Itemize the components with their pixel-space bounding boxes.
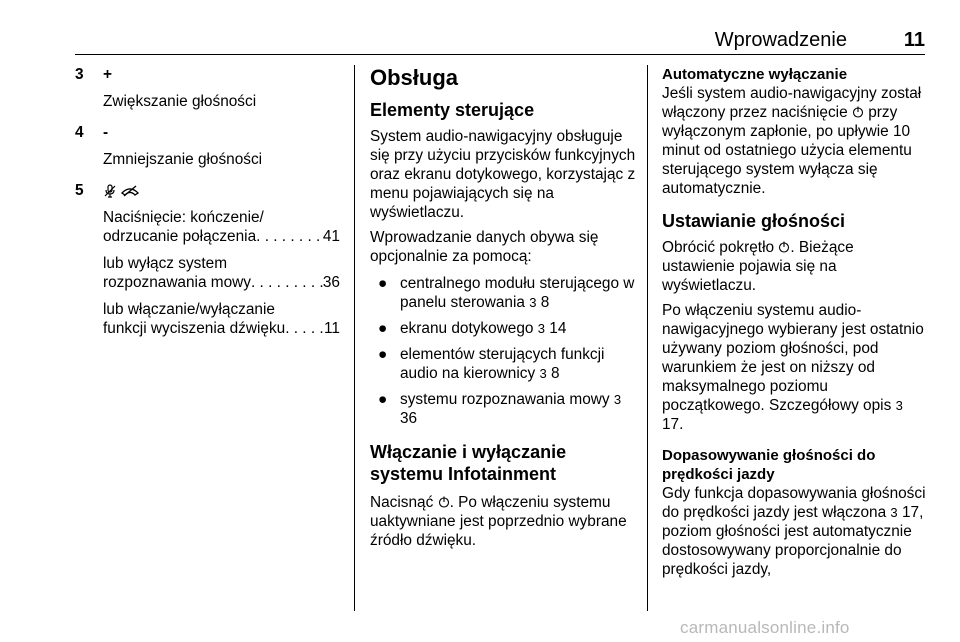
column-divider-2 bbox=[647, 65, 648, 611]
list-item: ● elementów sterujących funkcji audio na kierownicy 3 8 bbox=[370, 345, 636, 383]
page-reference: 36 bbox=[400, 410, 418, 427]
page-reference: 36 bbox=[322, 274, 340, 291]
page-reference: 8 bbox=[550, 365, 560, 382]
paragraph-auto-off: Jeśli system audio-nawigacyjny został włączony przez naciśnięcie przy wyłączonym zapłonie, po upływie 10 minut od ostatniego użycia elementu sterującego system wyłącza się automatycznie. bbox=[662, 85, 922, 197]
page-reference: 11 bbox=[324, 320, 340, 337]
paragraph-on-off: Nacisnąć . Po włączeniu systemu uaktywniane jest poprzednio wybrane źródło dźwięku. bbox=[370, 494, 627, 549]
bullet: ● bbox=[378, 391, 388, 408]
column-divider-1 bbox=[354, 65, 355, 611]
item-number: 4 bbox=[75, 124, 84, 141]
page-reference: 17. bbox=[662, 416, 684, 433]
bullet: ● bbox=[378, 320, 388, 337]
bullet: ● bbox=[378, 346, 388, 363]
page-header bbox=[75, 28, 925, 55]
page-title: Wprowadzenie bbox=[714, 29, 847, 51]
list-item-3 bbox=[75, 65, 340, 84]
item-symbol: - bbox=[103, 124, 109, 141]
page-reference: 14 bbox=[549, 320, 567, 337]
list-item: ● centralnego modułu sterującego w panelu sterowania 3 8 bbox=[370, 274, 636, 312]
subsection-heading-auto-off: Automatyczne wyłączanie bbox=[662, 66, 848, 83]
item-symbols bbox=[103, 181, 140, 200]
page-reference: 17 bbox=[901, 504, 920, 521]
page-reference: 8 bbox=[540, 294, 550, 311]
reference-arrow-icon: 3 bbox=[537, 321, 545, 336]
reference-arrow-icon: 3 bbox=[613, 392, 622, 407]
item-5-entry-voice-off: lub wyłącz system rozpoznawania mowy . . . 36 bbox=[75, 254, 340, 292]
column-2 bbox=[370, 65, 636, 550]
item-description: Zwiększanie głośności bbox=[103, 93, 257, 110]
watermark: carmanualsonline.info bbox=[680, 618, 850, 637]
item-5-entry-mute: lub włączanie/wyłączanie funkcji wyciszenia dźwięku . . . 11 bbox=[75, 300, 340, 338]
power-knob-icon bbox=[778, 241, 790, 253]
list-item-4 bbox=[75, 123, 340, 142]
subsection-heading-controls: Elementy sterujące bbox=[370, 100, 535, 120]
hang-up-phone-icon bbox=[120, 185, 140, 197]
paragraph-input-methods: Wprowadzanie danych obywa się opcjonalnie za pomocą: bbox=[370, 229, 599, 265]
page-number: 11 bbox=[903, 29, 925, 51]
column-3 bbox=[662, 65, 928, 579]
section-heading-operation: Obsługa bbox=[370, 65, 459, 90]
paragraph-volume: Obrócić pokrętło . Bieżące ustawienie pojawia się na wyświetlaczu. bbox=[662, 239, 854, 294]
item-description: Zmniejszanie głośności bbox=[103, 151, 263, 168]
column-1 bbox=[75, 65, 340, 338]
list-item: ● systemu rozpoznawania mowy 3 36 bbox=[370, 390, 636, 428]
input-methods-list bbox=[370, 274, 636, 428]
item-5-entry-end-call: Naciśnięcie: kończenie/ odrzucanie połączenia . . . 41 bbox=[75, 208, 340, 246]
list-item-5 bbox=[75, 181, 340, 200]
reference-arrow-icon: 3 bbox=[895, 398, 903, 413]
subsection-heading-speed-volume: Dopasowywanie głośności do prędkości jazdy bbox=[662, 447, 876, 483]
reference-arrow-icon: 3 bbox=[890, 505, 898, 520]
mute-microphone-icon bbox=[103, 184, 117, 198]
paragraph-speed-volume: Gdy funkcja dopasowywania głośności do prędkości jazdy jest włączona 3 17, poziom głośności jest automatycznie dostosowywany proporcjonalnie do prędkości jazdy, bbox=[662, 485, 926, 578]
paragraph-controls: System audio-nawigacyjny obsługuje się przy użyciu przycisków funkcyjnych oraz ekranu dotykowego, korzystając z menu pojawiających się na wyświetlaczu. bbox=[370, 128, 636, 221]
power-icon bbox=[852, 106, 864, 118]
reference-arrow-icon: 3 bbox=[529, 295, 537, 310]
page-reference: 41 bbox=[322, 228, 340, 245]
item-number: 3 bbox=[75, 66, 84, 83]
paragraph-volume-startup: Po włączeniu systemu audio-nawigacyjnego wybierany jest ostatnio używany poziom głośności, pod warunkiem że jest on niższy od maksymalnego poziomu początkowego. Szczegółowy opis 3 17. bbox=[662, 302, 924, 433]
reference-arrow-icon: 3 bbox=[539, 366, 547, 381]
power-icon bbox=[438, 496, 450, 508]
subsection-heading-on-off: Włączanie i wyłączanie systemu Infotainment bbox=[370, 442, 567, 484]
item-number: 5 bbox=[75, 182, 84, 199]
subsection-heading-volume: Ustawianie głośności bbox=[662, 211, 846, 231]
item-symbol: + bbox=[103, 66, 112, 83]
list-item: ● ekranu dotykowego 3 14 bbox=[370, 319, 636, 338]
bullet: ● bbox=[378, 275, 388, 292]
